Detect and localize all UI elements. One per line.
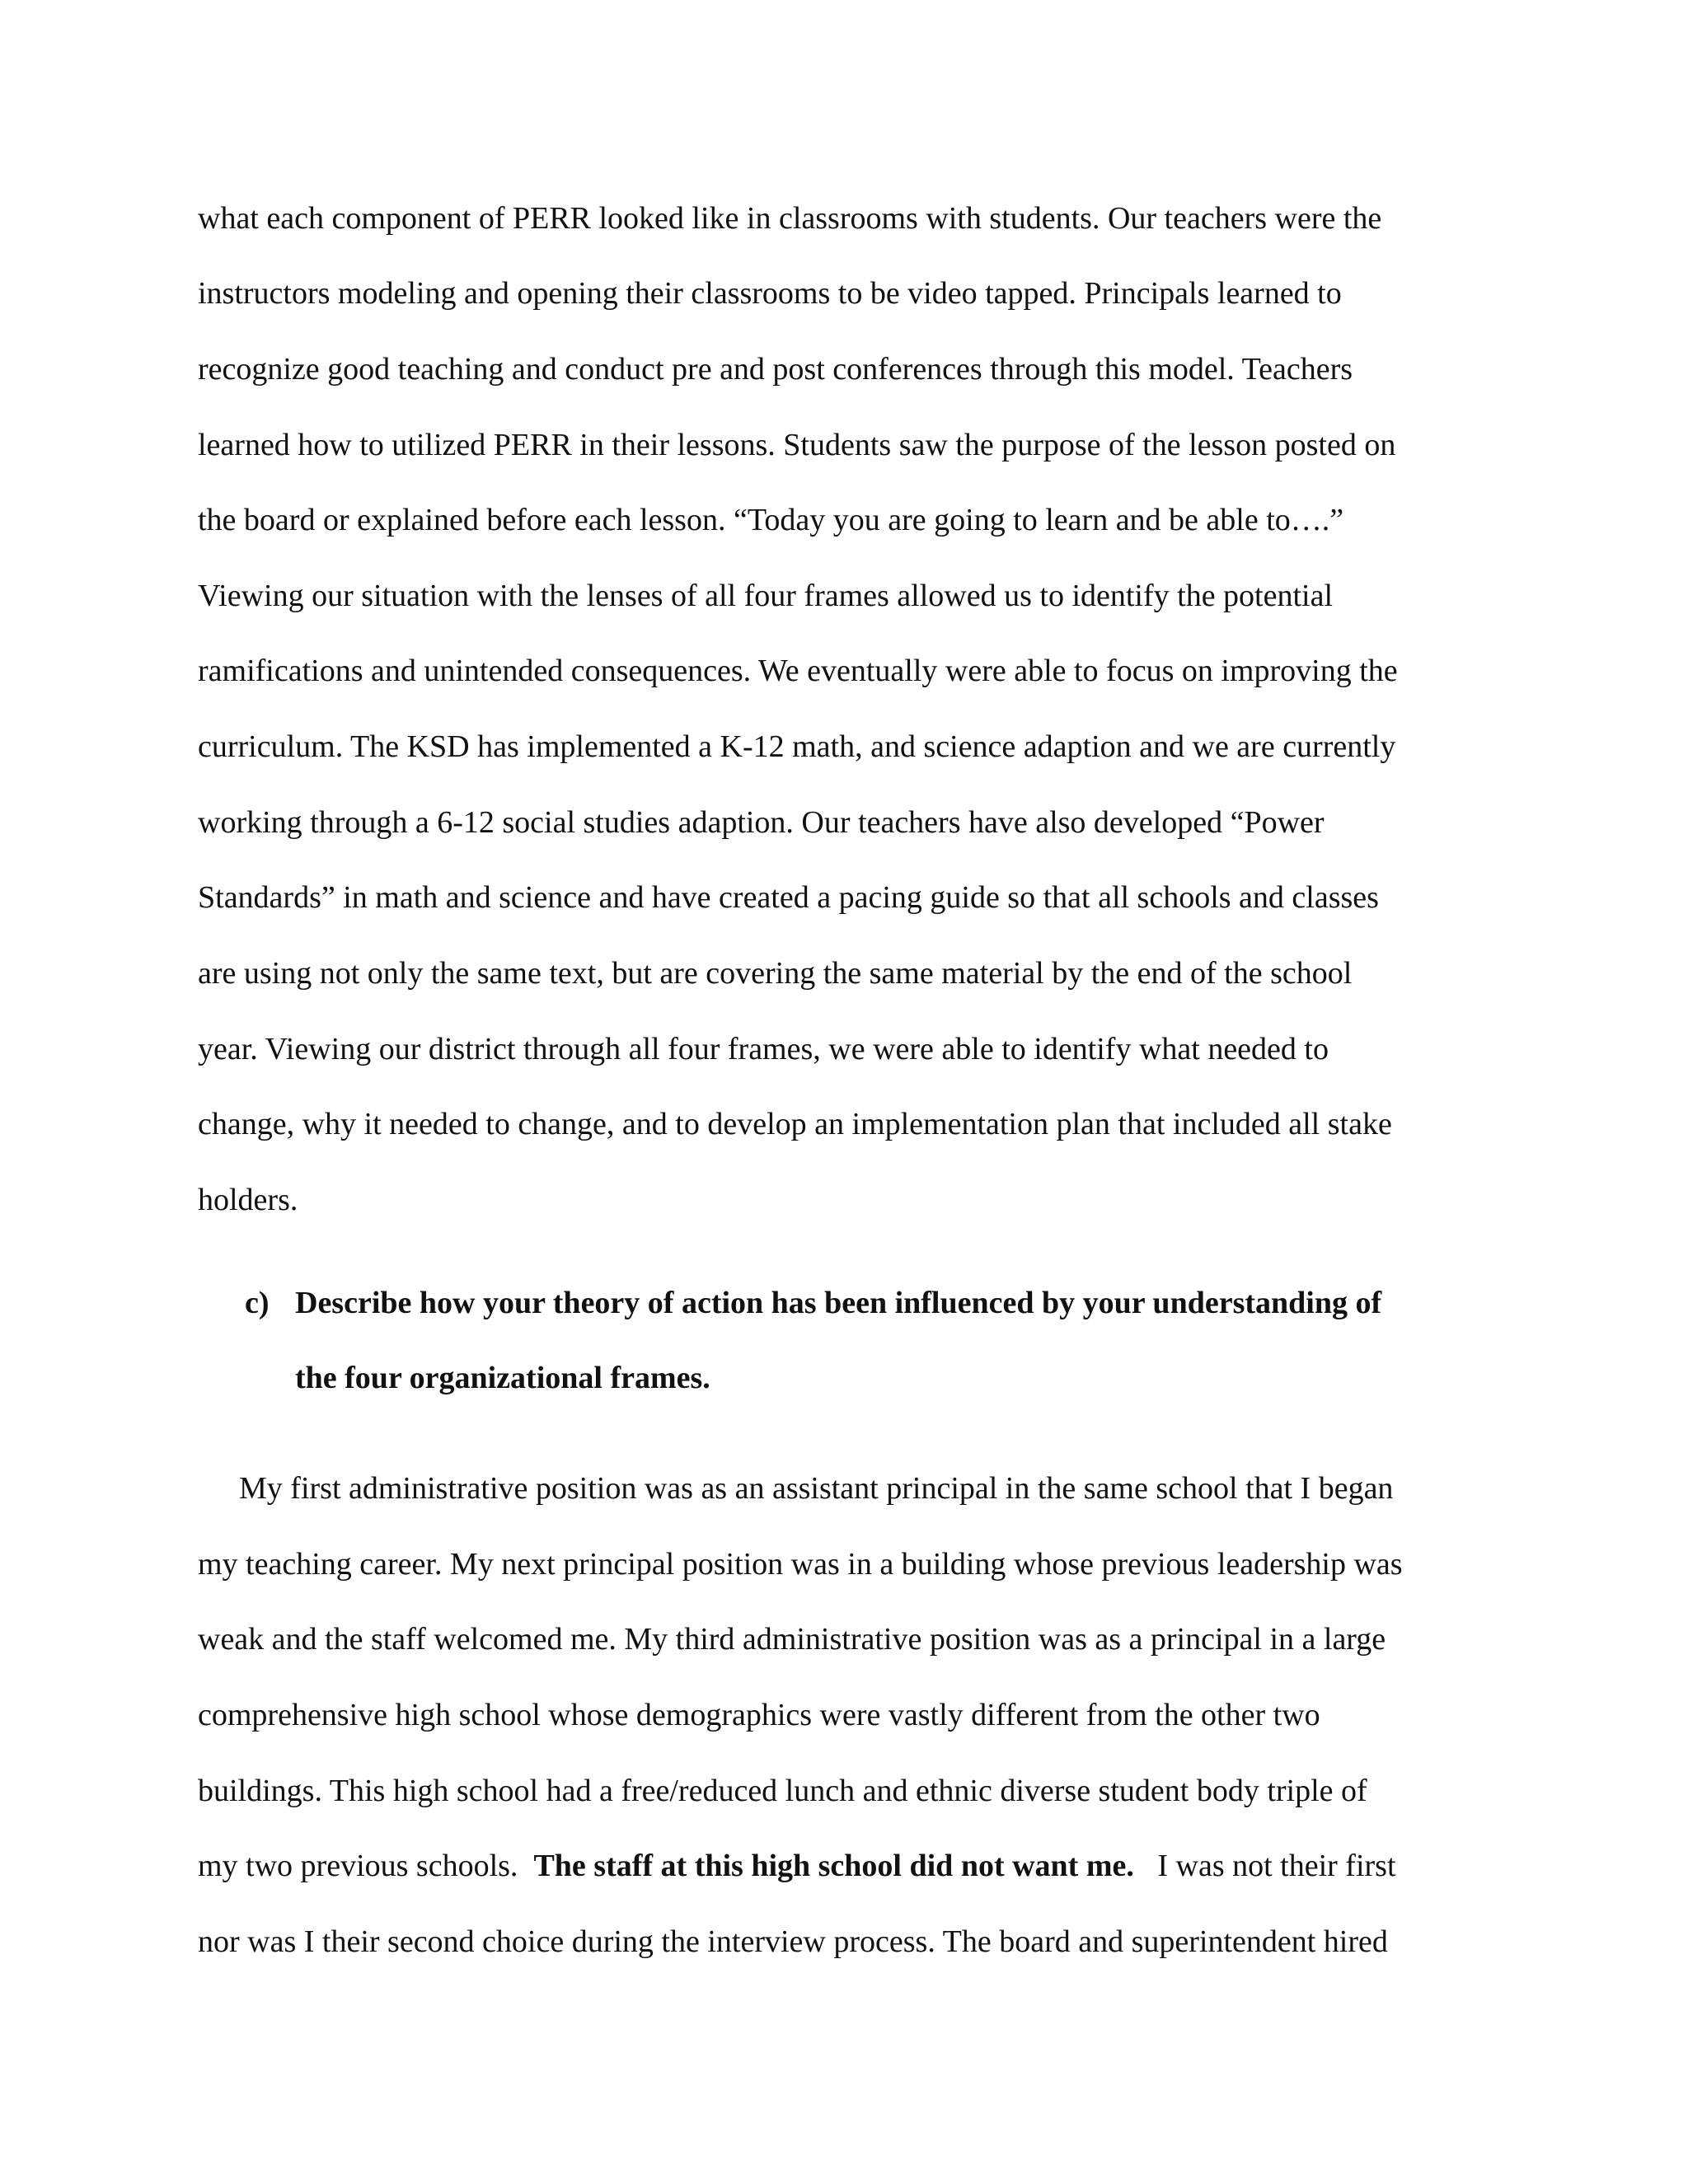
paragraph-line: curriculum. The KSD has implemented a K-12 math, and science adaption and we are currently — [198, 729, 1396, 764]
paragraph-line: Viewing our situation with the lenses of all four frames allowed us to identify the potential — [198, 579, 1334, 613]
paragraph-line: change, why it needed to change, and to develop an implementation plan that included all stake — [198, 1107, 1392, 1141]
paragraph-line: my teaching career. My next principal position was in a building whose previous leadership was — [198, 1547, 1403, 1582]
paragraph-line: the board or explained before each lesson. “Today you are going to learn and be able to….” — [198, 503, 1344, 537]
paragraph-line: My first administrative position was as an assistant principal in the same school that I began — [239, 1471, 1394, 1506]
question-line: Describe how your theory of action has been influenced by your understanding of — [295, 1286, 1382, 1320]
paragraph-line: buildings. This high school had a free/reduced lunch and ethnic diverse student body triple of — [198, 1774, 1367, 1808]
paragraph-line: learned how to utilized PERR in their lessons. Students saw the purpose of the lesson posted on — [198, 428, 1396, 462]
paragraph-line: Standards” in math and science and have created a pacing guide so that all schools and classes — [198, 880, 1379, 915]
paragraph-line — [198, 1846, 1396, 1886]
paragraph-line: instructors modeling and opening their classrooms to be video tapped. Principals learned to — [198, 276, 1342, 311]
paragraph-line: working through a 6-12 social studies adaption. Our teachers have also developed “Power — [198, 805, 1325, 840]
paragraph-line: weak and the staff welcomed me. My third administrative position was as a principal in a large — [198, 1622, 1386, 1657]
line-text: I was not their first — [1133, 1849, 1396, 1883]
line-text: my two previous schools. — [198, 1849, 534, 1883]
paragraph-line: year. Viewing our district through all four frames, we were able to identify what needed to — [198, 1032, 1329, 1066]
paragraph-line: recognize good teaching and conduct pre and post conferences through this model. Teachers — [198, 352, 1353, 387]
paragraph-line: ramifications and unintended consequences. We eventually were able to focus on improving the — [198, 654, 1398, 688]
paragraph-line: are using not only the same text, but are covering the same material by the end of the school — [198, 956, 1353, 991]
question-line: the four organizational frames. — [295, 1361, 710, 1395]
paragraph-line: what each component of PERR looked like in classrooms with students. Our teachers were the — [198, 201, 1382, 236]
paragraph-line: holders. — [198, 1183, 298, 1217]
paragraph-line: comprehensive high school whose demographics were vastly different from the other two — [198, 1698, 1320, 1732]
question-marker: c) — [245, 1286, 270, 1320]
emphasized-sentence: The staff at this high school did not want me. — [533, 1849, 1134, 1883]
paragraph-line: nor was I their second choice during the interview process. The board and superintendent hired — [198, 1924, 1388, 1959]
